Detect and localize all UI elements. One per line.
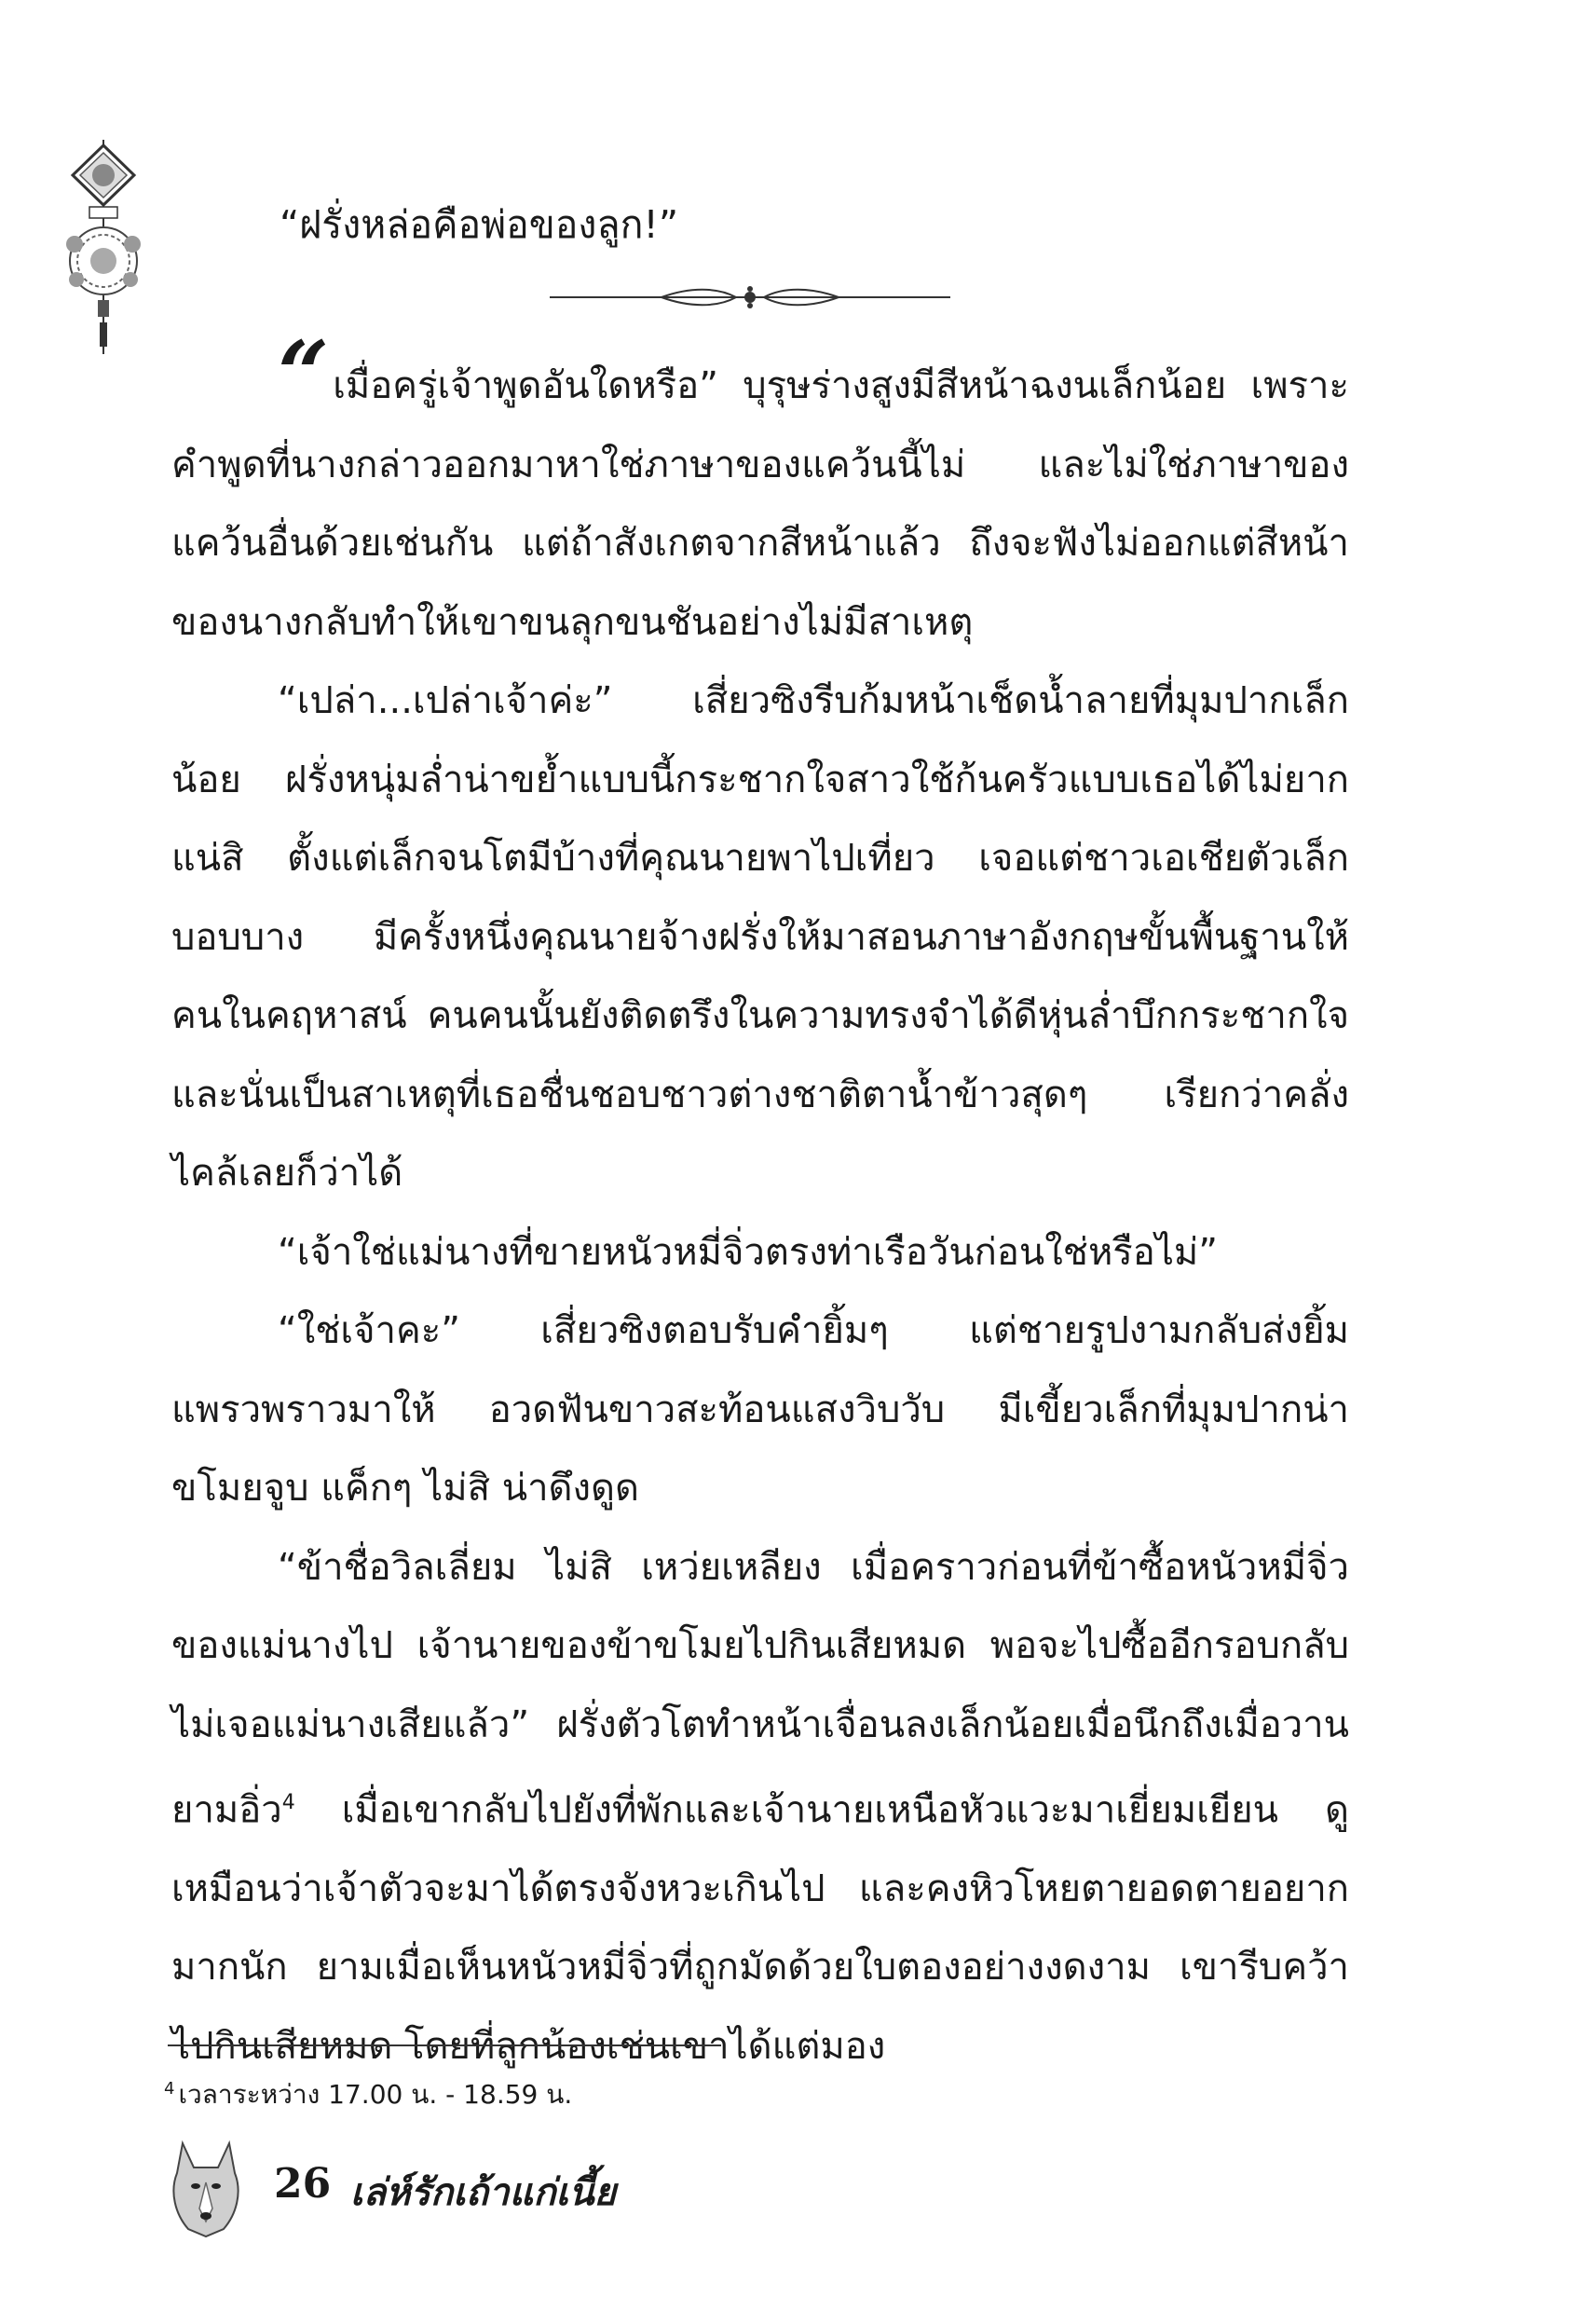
chinese-medallion-ornament-icon xyxy=(61,140,145,354)
footnote-reference: 4 xyxy=(281,1791,295,1814)
footnote-text: เวลาระหว่าง 17.00 น. - 18.59 น. xyxy=(178,2079,573,2110)
page-number: 26 xyxy=(274,2160,332,2208)
opening-line: “ฝรั่งหล่อคือพ่อของลูก!” xyxy=(280,202,679,247)
paragraph-text: เมื่อเขากลับไปยังที่พักและเจ้านายเหนือหัวแวะมาเยี่ยมเยียน ดูเหมือนว่าเจ้าตัวจะมาได้ตรงจังหวะเกินไป และคงหิวโหยตายอดตายอยากมากนัก ยามเมื่อเห็นหนัวหมี่จิ่วที่ถูกมัดด้วยใบตองอย่างงดงาม เขารีบคว้าไปกินเสียหมด โดยที่ลูกน้องเช่นเขาได้แต่มอง xyxy=(171,1788,1349,2068)
drop-quote: “ xyxy=(278,321,330,427)
paragraph xyxy=(171,1528,1349,2086)
flourish-divider-icon xyxy=(550,283,950,311)
wolf-head-icon xyxy=(166,2136,246,2238)
paragraph: “เจ้าใช่แม่นางที่ขายหนัวหมี่จิ่วตรงท่าเรือวันก่อนใช่หรือไม่” xyxy=(278,1230,1219,1274)
paragraph-text: “ข้าชื่อวิลเลี่ยม ไม่สิ เหว่ยเหลียง เมื่อคราวก่อนที่ข้าซื้อหนัวหมี่จิ่วของแม่นางไป เจ้านายของข้าขโมยไปกินเสียหมด พอจะไปซื้ออีกรอบกลับไม่เจอแม่นางเสียแล้ว” ฝรั่งตัวโตทำหน้าเจื่อนลงเล็กน้อยเมื่อนึกถึงเมื่อวานยามอิ่ว xyxy=(171,1545,1349,1832)
paragraph: “เปล่า...เปล่าเจ้าค่ะ” เสี่ยวซิงรีบก้มหน้าเช็ดน้ำลายที่มุมปากเล็กน้อย ฝรั่งหนุ่มล่ำน่าขย้ำแบบนี้กระชากใจสาวใช้ก้นครัวแบบเธอได้ไม่ยาก แน่สิ ตั้งแต่เล็กจนโตมีบ้างที่คุณนายพาไปเที่ยว เจอแต่ชาวเอเชียตัวเล็กบอบบาง มีครั้งหนึ่งคุณนายจ้างฝรั่งให้มาสอนภาษาอังกฤษขั้นพื้นฐานให้คนในคฤหาสน์ คนคนนั้นยังติดตรึงในความทรงจำได้ดีหุ่นล่ำบึกกระชากใจ และนั่นเป็นสาเหตุที่เธอชื่นชอบชาวต่างชาติตาน้ำข้าวสุดๆ เรียกว่าคลั่งไคล้เลยก็ว่าได้ xyxy=(171,679,1349,1195)
paragraph: “ใช่เจ้าคะ” เสี่ยวซิงตอบรับคำยิ้มๆ แต่ชายรูปงามกลับส่งยิ้มแพรวพราวมาให้ อวดฟันขาวสะท้อนแสงวิบวับ มีเขี้ยวเล็กที่มุมปากน่าขโมยจูบ แค็กๆ ไม่สิ น่าดึงดูด xyxy=(171,1309,1349,1510)
footnote xyxy=(164,2074,572,2115)
paragraph-text: เมื่อครู่เจ้าพูดอันใดหรือ” บุรุษร่างสูงมีสีหน้าฉงนเล็กน้อย เพราะคำพูดที่นางกล่าวออกมาหาใช่ภาษาของแคว้นนี้ไม่ และไม่ใช่ภาษาของแคว้นอื่นด้วยเช่นกัน แต่ถ้าสังเกตจากสีหน้าแล้ว ถึงจะฟังไม่ออกแต่สีหน้าของนางกลับทำให้เขาขนลุกขนชันอย่างไม่มีสาเหตุ xyxy=(171,364,1349,644)
footnote-number: 4 xyxy=(164,2079,175,2099)
footnote-divider xyxy=(168,2044,721,2046)
book-title: เล่ห์รักเถ้าแก่เนี้ย xyxy=(350,2170,617,2214)
body-text xyxy=(171,321,1349,2085)
paragraph xyxy=(171,321,1349,662)
